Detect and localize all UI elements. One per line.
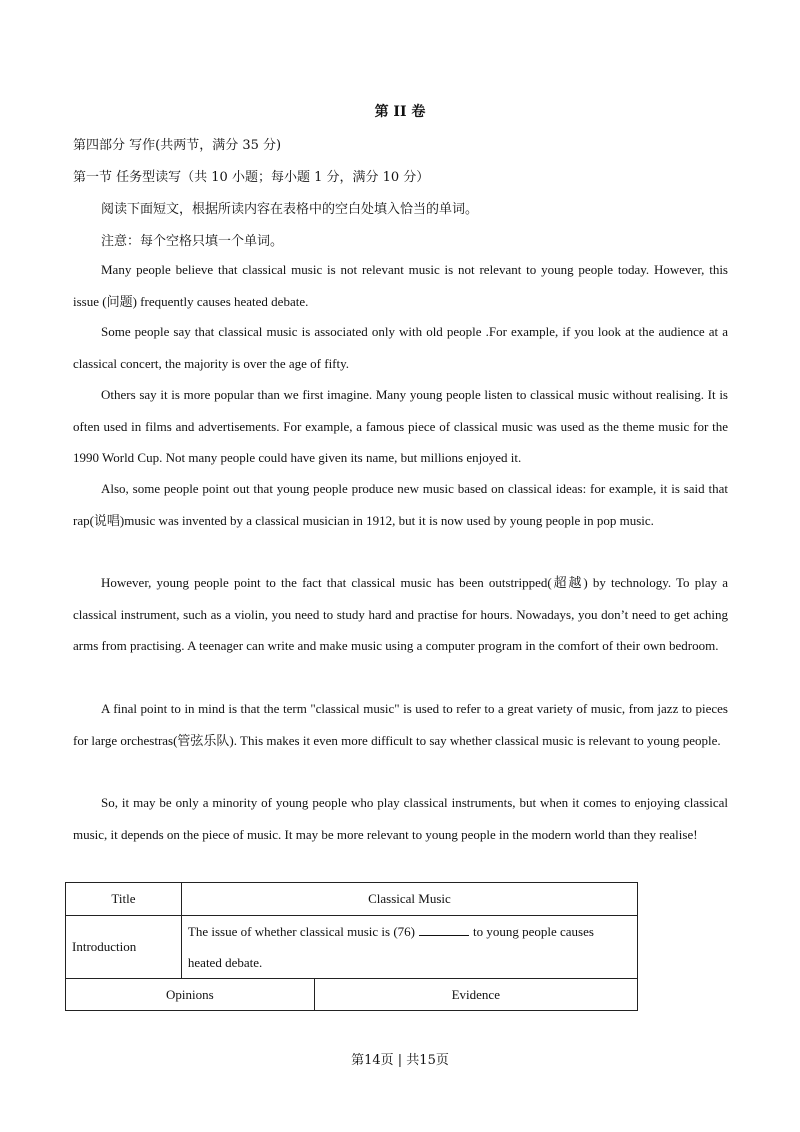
section-title: 第一节 任务型读写（共 10 小题；每小题 1 分，满分 10 分） <box>73 170 430 185</box>
passage-paragraph-2: Some people say that classical music is associated only with old people .For example, if you look at the audience at a classical concert, the majority is over the age of fifty. <box>73 324 728 371</box>
introduction-text-end: to young people causes heated debate. <box>187 924 594 970</box>
instruction-read: 阅读下面短文，根据所读内容在表格中的空白处填入恰当的单词。 <box>101 202 479 217</box>
passage-paragraph-3: Others say it is more popular than we first imagine. Many young people listen to classical music without realising. It is often used in films and advertisements. For example, a famous piece of classical music was used as the theme music for the 1990 World Cup. Not many people could have given its name, but millions enjoyed it. <box>73 387 728 465</box>
introduction-label-cell: Introduction <box>66 916 182 979</box>
answer-blank-76[interactable] <box>419 935 469 936</box>
introduction-text-cell <box>181 916 637 979</box>
introduction-text-start: The issue of whether classical music is (76) <box>187 924 415 939</box>
page-footer: 第14页 | 共15页 <box>351 1053 449 1068</box>
task-table <box>65 882 638 1011</box>
evidence-header-cell: Evidence <box>314 979 637 1011</box>
passage-paragraph-1: Many people believe that classical music is not relevant music is not relevant to young people today. However, this issue (问题) frequently causes heated debate. <box>73 262 728 309</box>
title-label-cell: Title <box>66 883 182 916</box>
instruction-note: 注意：每个空格只填一个单词。 <box>101 234 284 249</box>
part-title: 第四部分 写作(共两节，满分 35 分) <box>73 138 282 153</box>
passage-paragraph-5: However, young people point to the fact that classical music has been outstripped(超越) by technology. To play a classical instrument, such as a violin, you need to study hard and practise for hours. Nowadays, you don’t need to get aching arms from practising. A teenager can write and make music using a computer program in the comfort of their own bedroom. <box>73 575 728 653</box>
passage-paragraph-7: So, it may be only a minority of young people who play classical instruments, but when it comes to enjoying classical music, it depends on the piece of music. It may be more relevant to young people in the modern world than they realise! <box>73 795 728 842</box>
passage-paragraph-6: A final point to in mind is that the term "classical music" is used to refer to a great variety of music, from jazz to pieces for large orchestras(管弦乐队). This makes it even more difficult to say whether classical music is relevant to young people. <box>73 701 728 748</box>
passage-paragraph-4: Also, some people point out that young people produce new music based on classical ideas: for example, it is said that rap(说唱)music was invented by a classical musician in 1912, but it is now used by young people in pop music. <box>73 481 728 528</box>
section-heading: 第 II 卷 <box>374 104 426 120</box>
opinions-header-cell: Opinions <box>66 979 315 1011</box>
title-value-cell: Classical Music <box>181 883 637 916</box>
